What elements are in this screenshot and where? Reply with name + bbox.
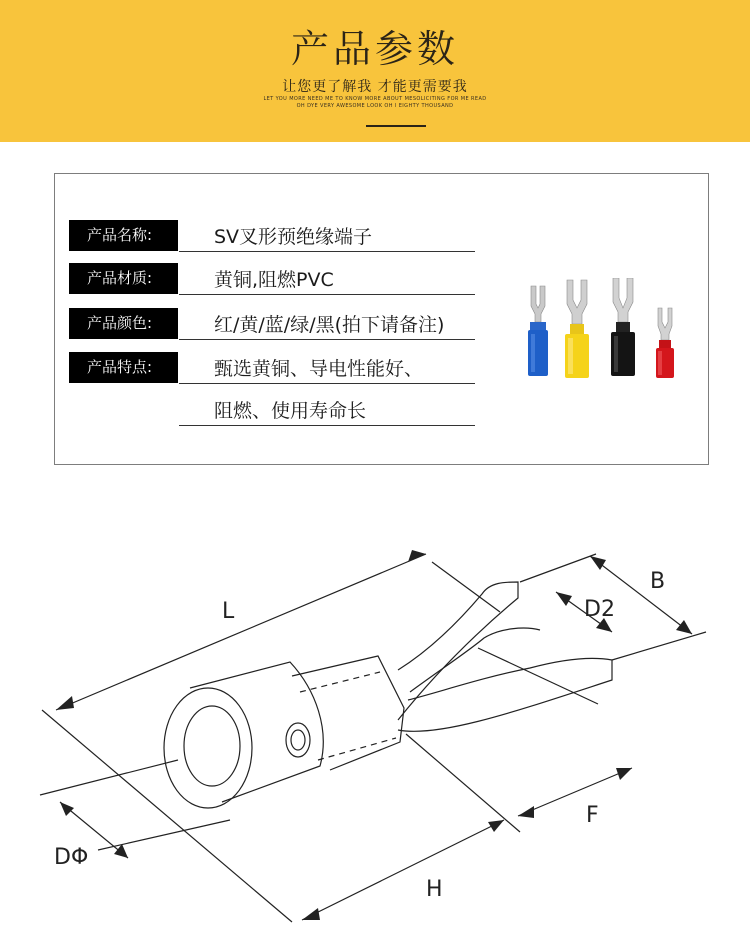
extension-line <box>406 734 520 832</box>
english-tagline-1: LET YOU MORE NEED ME TO KNOW MORE ABOUT MESOLICITING FOR ME READ <box>263 96 487 102</box>
spec-divider <box>179 425 475 426</box>
spec-label-color: 产品颜色: <box>69 308 178 339</box>
english-tagline-2: OH DYE VERY AWESOME LOOK OH I EIGHTY THOUSAND <box>296 103 454 109</box>
product-photo <box>525 278 695 404</box>
terminal-black <box>611 278 635 376</box>
terminal-yellow <box>565 280 589 378</box>
spec-value-features-cont: 阻燃、使用寿命长 <box>214 400 367 422</box>
spec-label-name: 产品名称: <box>69 220 178 251</box>
barrel-hidden-lines <box>300 672 396 760</box>
dim-label-F: F <box>586 803 599 828</box>
barrel-body <box>292 656 404 770</box>
spec-label-features: 产品特点: <box>69 352 178 383</box>
dim-label-L: L <box>222 599 235 624</box>
dim-label-H: H <box>426 877 443 902</box>
dimension-line-H <box>302 820 504 920</box>
dimension-diagram <box>0 520 750 928</box>
terminal-red <box>656 308 674 378</box>
spec-value-name: SV叉形预绝缘端子 <box>214 226 373 248</box>
spec-label-material: 产品材质: <box>69 263 178 294</box>
dimension-line-L <box>56 554 426 710</box>
spec-value-color: 红/黄/蓝/绿/黑(拍下请备注) <box>214 314 445 336</box>
spec-divider <box>179 383 475 384</box>
dim-label-B: B <box>650 569 666 594</box>
page-title: 产品参数 <box>290 27 459 71</box>
extension-line <box>98 820 230 850</box>
header-banner <box>0 0 750 142</box>
dim-label-D: DΦ <box>54 845 89 870</box>
sleeve-body <box>190 662 323 802</box>
dim-label-D2: D2 <box>584 597 615 622</box>
extension-line <box>40 760 178 795</box>
inspection-hole-inner <box>291 730 305 750</box>
dimension-line-F <box>518 768 632 816</box>
spec-divider <box>179 251 475 252</box>
extension-line <box>520 554 596 582</box>
spec-value-material: 黄铜,阻燃PVC <box>214 269 334 291</box>
spec-divider <box>179 339 475 340</box>
terminal-blue <box>528 286 548 376</box>
spec-panel <box>54 173 709 465</box>
inspection-hole <box>286 723 310 757</box>
page-subtitle: 让您更了解我 才能更需要我 <box>282 79 468 95</box>
extension-line <box>612 632 706 660</box>
extension-line <box>42 710 292 922</box>
spec-value-features: 甄选黄铜、导电性能好、 <box>214 358 424 380</box>
sleeve-end-inner <box>184 706 240 786</box>
spec-divider <box>179 294 475 295</box>
title-underline <box>366 125 426 127</box>
fork-upper-prong <box>398 582 518 720</box>
